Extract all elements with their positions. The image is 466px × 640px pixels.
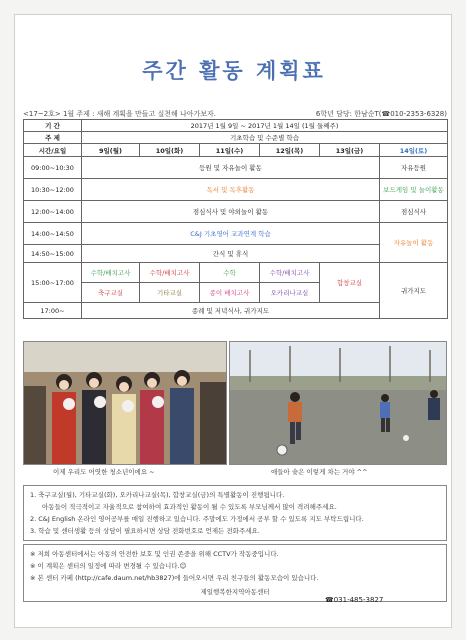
photo-section bbox=[23, 341, 447, 477]
notice-2: 2. C&J English 온라인 영어공부를 매일 진행하고 있습니다. 주말에도 가정에서 공부 할 수 있도록 지도 부탁드립니다. bbox=[30, 515, 364, 523]
time-slot-7: 17:00~ bbox=[24, 303, 82, 319]
thu-afternoon-bottom: 오카리나교실 bbox=[260, 283, 320, 303]
soccer-photo-caption: 애들아 슛은 이렇게 차는 거야 ^^ bbox=[271, 468, 368, 476]
monthly-theme: <17~2호> 1월 주제 : 새해 계획을 만들고 실천해 나아가보자. bbox=[23, 110, 217, 118]
center-phone: ☎031-485-3827 bbox=[325, 596, 384, 604]
tue-afternoon-top: 수학/배치고사 bbox=[140, 263, 200, 283]
reminder-box bbox=[23, 544, 447, 602]
reminder-cafe: ※ 본 센터 카페 (http://cafe.daum.net/hb3827)에 들어오시면 우리 친구들의 활동모습이 있습니다. bbox=[30, 574, 319, 582]
notice-1b: 아동들이 적극적이고 자율적으로 참여하여 효과적인 활동이 될 수 있도록 부모님께서 많이 격려해주세요. bbox=[42, 503, 337, 511]
time-slot-5: 14:50~15:00 bbox=[24, 245, 82, 263]
time-slot-6: 15:00~17:00 bbox=[24, 263, 82, 303]
notice-3: 3. 학습 및 센터생활 등의 상담이 필요하시면 상담 전화번호로 언제든 전화주세요. bbox=[30, 527, 260, 535]
sat-activity-1: 자유등원 bbox=[380, 157, 448, 179]
activity-row-3: 점심식사 및 야외놀이 활동 bbox=[82, 201, 380, 223]
theme-label: 주 제 bbox=[24, 132, 82, 144]
mon-afternoon-top: 수학/배치고사 bbox=[82, 263, 140, 283]
schedule-table bbox=[23, 119, 448, 319]
time-slot-2: 10:30~12:00 bbox=[24, 179, 82, 201]
wed-afternoon-top: 수학 bbox=[200, 263, 260, 283]
time-slot-3: 12:00~14:00 bbox=[24, 201, 82, 223]
tue-afternoon-bottom: 기타교실 bbox=[140, 283, 200, 303]
day-header-tue: 10일(화) bbox=[140, 144, 200, 157]
wed-afternoon-bottom: 종이 배치고사 bbox=[200, 283, 260, 303]
activity-row-7: 종례 및 저녁식사, 귀가지도 bbox=[82, 303, 380, 319]
theme-value: 기초학습 및 수준별 학습 bbox=[82, 132, 448, 144]
day-header-mon: 9일(월) bbox=[82, 144, 140, 157]
activity-row-4: C&J 기초영어 교과연계 학습 bbox=[82, 223, 380, 245]
time-slot-4: 14:00~14:50 bbox=[24, 223, 82, 245]
reminder-schedule-change: ※ 이 계획은 센터의 일정에 따라 변경될 수 있습니다.☺ bbox=[30, 562, 187, 570]
sat-activity-3: 점심식사 bbox=[380, 201, 448, 223]
notice-box bbox=[23, 485, 447, 541]
reminder-cctv: ※ 저희 아동센터에서는 아동의 안전한 보호 및 인권 존중을 위해 CCTV가 작동중입니다. bbox=[30, 550, 279, 558]
day-header-sat: 14일(토) bbox=[380, 144, 448, 157]
mon-afternoon-bottom: 축구교실 bbox=[82, 283, 140, 303]
teacher-contact: 6학년 담당: 한남순T(☎010-2353-6328) bbox=[315, 110, 447, 118]
activity-row-1: 등원 및 자유놀이 활동 bbox=[82, 157, 380, 179]
day-header-thu: 12일(목) bbox=[260, 144, 320, 157]
time-slot-1: 09:00~10:30 bbox=[24, 157, 82, 179]
day-header-fri: 13일(금) bbox=[320, 144, 380, 157]
day-header-wed: 11일(수) bbox=[200, 144, 260, 157]
period-value: 2017년 1월 9일 ~ 2017년 1월 14일 (1월 둘째주) bbox=[82, 120, 448, 132]
weekly-plan-page bbox=[14, 14, 452, 628]
sat-activity-free-play: 자유놀이 활동 bbox=[380, 223, 448, 263]
notice-1a: 1. 축구교실(월), 기타교실(화), 오카리나교실(목), 합창교실(금)의 특별활동이 진행됩니다. bbox=[30, 491, 285, 499]
time-day-header: 시간/요일 bbox=[24, 144, 82, 157]
page-title: 주간 활동 계획표 bbox=[142, 59, 326, 83]
soccer-photo-illustration bbox=[230, 342, 447, 465]
period-label: 기 간 bbox=[24, 120, 82, 132]
soccer-photo bbox=[229, 341, 447, 465]
sat-activity-2: 보드게임 및 놀이활동 bbox=[380, 179, 448, 201]
notice-section bbox=[23, 485, 447, 602]
sat-activity-home: 귀가지도 bbox=[380, 263, 448, 319]
group-photo-illustration bbox=[24, 342, 227, 465]
activity-row-5: 간식 및 휴식 bbox=[82, 245, 380, 263]
group-photo-caption: 이제 우리도 어엿한 청소년이에요 ~ bbox=[53, 468, 155, 476]
thu-afternoon-top: 수학/배치고사 bbox=[260, 263, 320, 283]
activity-row-2: 독서 및 독후활동 bbox=[82, 179, 380, 201]
group-photo bbox=[23, 341, 227, 465]
center-name: 제일행복한지역아동센터 bbox=[200, 588, 270, 596]
fri-afternoon-choir: 합창교실 bbox=[320, 263, 380, 303]
